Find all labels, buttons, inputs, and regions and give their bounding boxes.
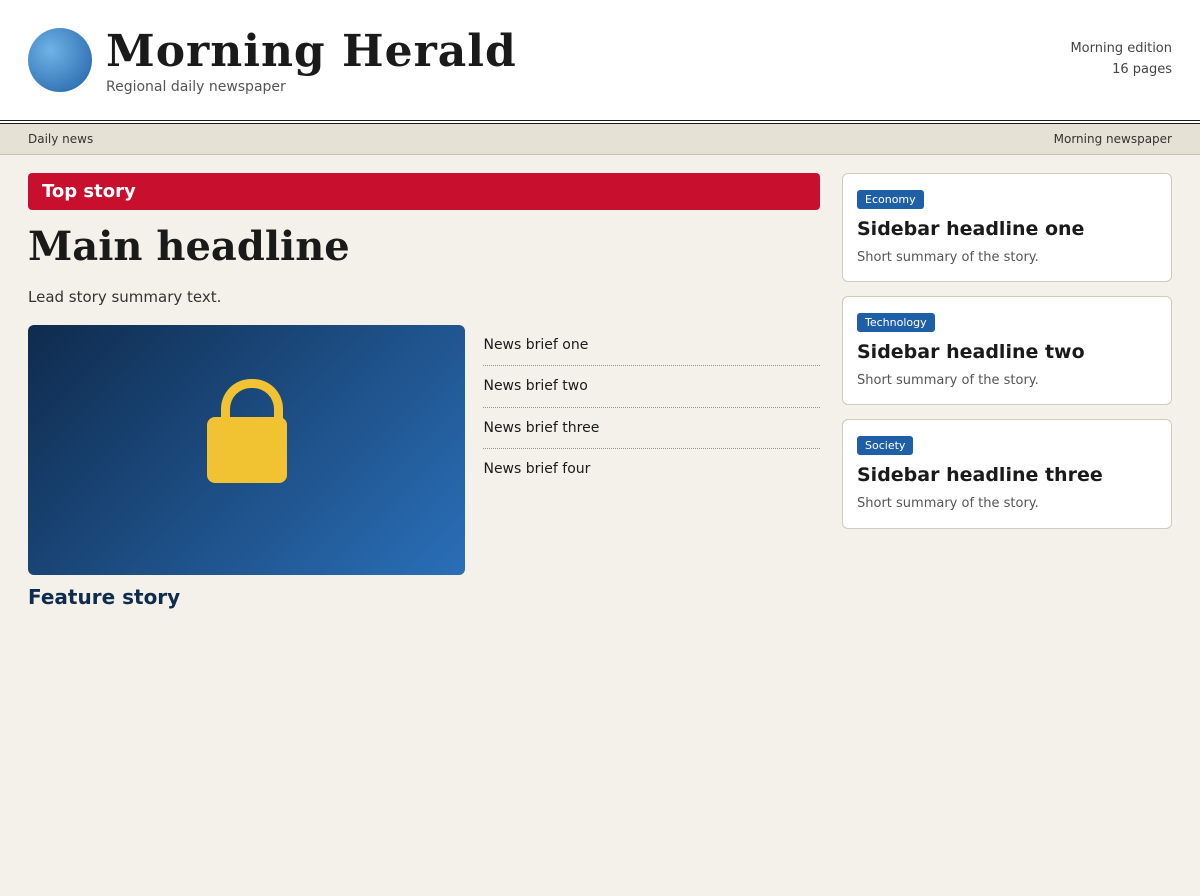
sidebar-summary: Short summary of the story.	[857, 249, 1039, 265]
sidebar-summary: Short summary of the story.	[857, 372, 1039, 388]
info-ribbon	[0, 124, 1200, 155]
list-item[interactable]: News brief one	[483, 325, 820, 366]
sidebar-headline: Sidebar headline one	[857, 218, 1085, 240]
lead-headline[interactable]: Main headline	[28, 223, 350, 270]
sidebar-card[interactable]	[842, 173, 1172, 282]
section-badge: Economy	[857, 190, 924, 209]
top-story-banner[interactable]: Top story	[28, 173, 820, 210]
feature-caption: Feature story	[28, 585, 181, 609]
lead-section	[28, 173, 820, 609]
sidebar-summary: Short summary of the story.	[857, 496, 1039, 512]
masthead	[0, 0, 1200, 124]
edition-label: Morning edition	[1070, 41, 1172, 57]
sidebar-card[interactable]	[842, 296, 1172, 405]
brand-tagline: Regional daily newspaper	[106, 78, 286, 95]
brand	[28, 26, 517, 95]
ribbon-left: Daily news	[28, 132, 94, 146]
briefs-list	[483, 325, 820, 609]
page-count: 16 pages	[1112, 62, 1172, 77]
sidebar-card[interactable]	[842, 419, 1172, 528]
front-page	[0, 155, 1200, 609]
masthead-meta	[1070, 39, 1172, 81]
globe-logo-icon	[28, 28, 92, 92]
lock-icon	[207, 417, 287, 483]
list-item[interactable]: News brief three	[483, 408, 820, 449]
brand-name: Morning Herald	[106, 25, 517, 77]
list-item[interactable]: News brief four	[483, 460, 591, 477]
ribbon-right: Morning newspaper	[1053, 132, 1172, 146]
section-badge: Technology	[857, 313, 935, 332]
lead-grid	[28, 325, 820, 609]
sidebar-headline: Sidebar headline two	[857, 341, 1085, 364]
sidebar	[842, 173, 1172, 609]
feature-visual	[28, 325, 465, 575]
section-badge: Society	[857, 436, 913, 455]
sidebar-headline: Sidebar headline three	[857, 464, 1103, 487]
lead-feature[interactable]	[28, 325, 465, 609]
lead-summary: Lead story summary text.	[28, 288, 222, 306]
list-item[interactable]: News brief two	[483, 366, 820, 407]
